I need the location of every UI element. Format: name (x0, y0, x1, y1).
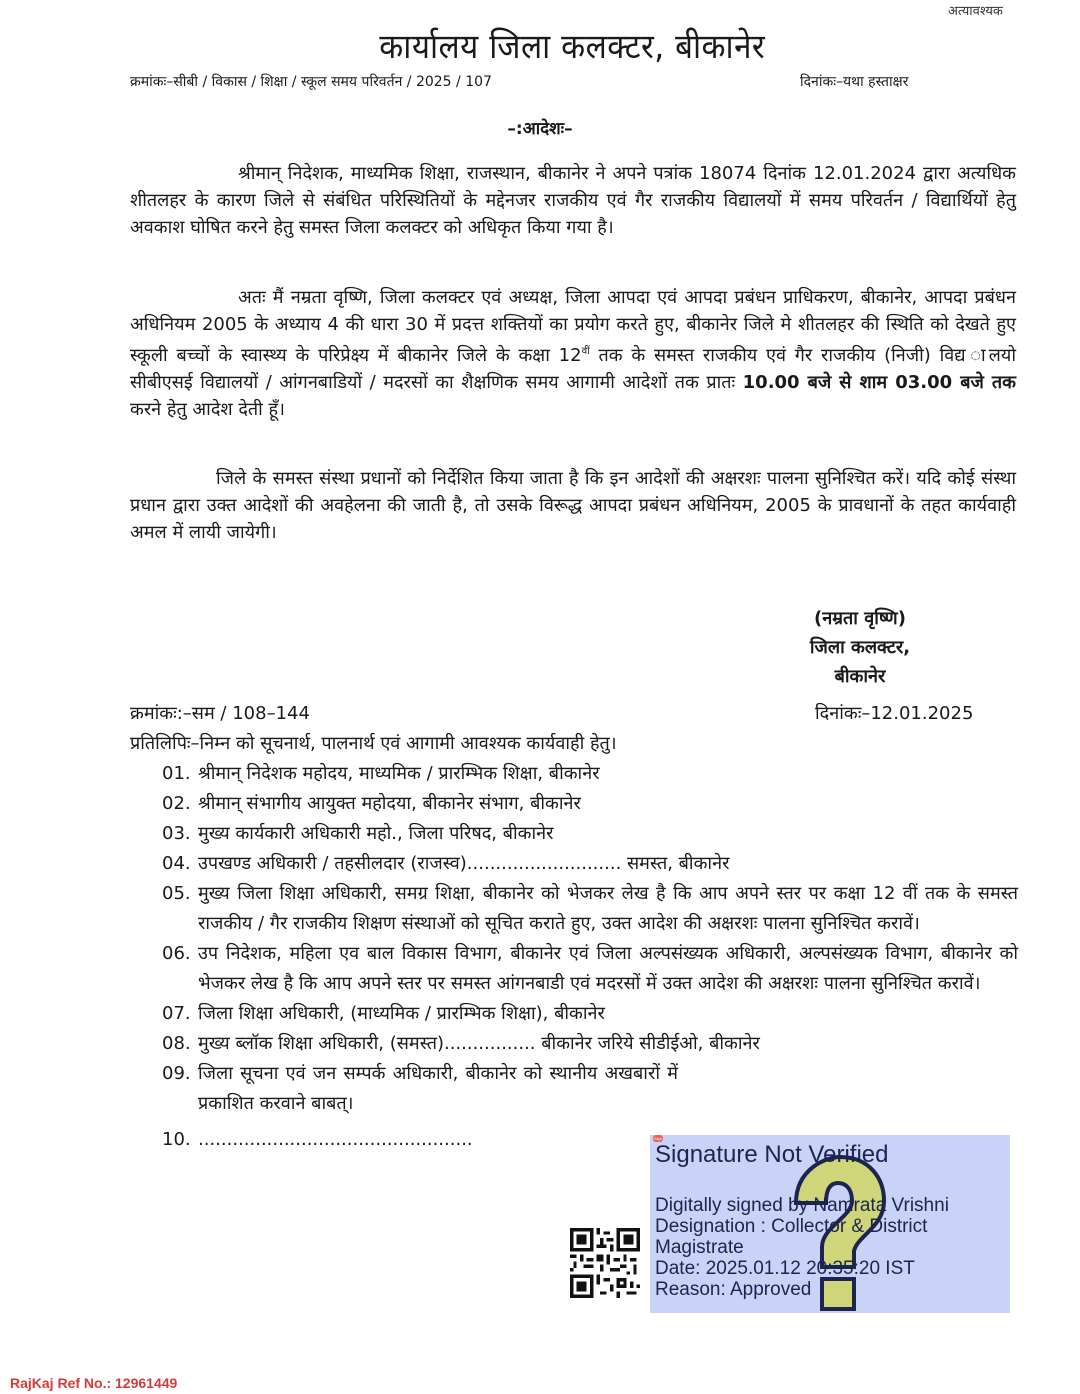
copy-list (162, 759, 1018, 1155)
copy-reference-number: क्रमांकः:–सम / 108–144 (130, 703, 310, 724)
item-number: 03. (162, 823, 191, 844)
reference-date: दिनांकः–यथा हस्ताक्षर (800, 74, 909, 90)
order-heading: –:आदेशः– (507, 119, 573, 139)
order-paragraph-3 (130, 465, 1016, 546)
reference-number: क्रमांकः–सीबी / विकास / शिक्षा / स्कूल समय परिवर्तन / 2025 / 107 (130, 74, 492, 90)
item-number: 04. (162, 853, 191, 874)
signer-designation-cont: Magistrate (655, 1237, 744, 1258)
item-text: श्रीमान् संभागीय आयुक्त महोदया, बीकानेर संभाग, बीकानेर (198, 793, 581, 814)
list-item (162, 789, 1018, 819)
item-number: 10. (162, 1129, 191, 1150)
qr-code-icon (570, 1228, 640, 1298)
order-paragraph-1 (130, 160, 1016, 241)
signatory-name: (नम्रता वृष्णि) (814, 608, 906, 629)
list-item (162, 999, 1018, 1029)
paragraph-2-text-b: तक के समस्त राजकीय एवं गैर राजकीय (निजी) विद्य ालयो सीबीएसई विद्यालयों / आंगनबाडियों / मदरसों का शैक्षणिक समय आगामी आदेशों तक प्रातः (130, 345, 1016, 393)
item-text: श्रीमान् निदेशक महोदय, माध्यमिक / प्रारम्भिक शिक्षा, बीकानेर (198, 763, 600, 784)
signatory-block (780, 604, 940, 691)
signer-designation: Designation : Collector & District (655, 1216, 928, 1237)
signature-reason: Reason: Approved (655, 1279, 812, 1300)
signatory-place: बीकानेर (834, 666, 886, 687)
signed-by: Digitally signed by Namrata Vrishni (655, 1195, 949, 1216)
list-item (162, 1029, 1018, 1059)
rajkaj-reference: RajKaj Ref No.: 12961449 (10, 1375, 178, 1391)
digital-signature-box[interactable] (650, 1135, 1010, 1313)
item-number: 02. (162, 793, 191, 814)
item-number: 07. (162, 1003, 191, 1024)
list-item (162, 819, 1018, 849)
copy-intro: प्रतिलिपिः–निम्न को सूचनार्थ, पालनार्थ एवं आगामी आवश्यक कार्यवाही हेतु। (130, 733, 617, 754)
item-number: 06. (162, 943, 191, 964)
paragraph-2-text-c: करने हेतु आदेश देती हूँ। (130, 399, 285, 420)
item-text: मुख्य कार्यकारी अधिकारी महो., जिला परिषद, बीकानेर (198, 823, 554, 844)
paragraph-3-text: जिले के समस्त संस्था प्रधानों को निर्देशित किया जाता है कि इन आदेशों की अक्षरशः पालना सुनिश्चित करें। यदि कोई संस्था प्रधान द्वारा उक्त आदेशों की अवहेलना की जाती है, तो उसके विरूद्ध आपदा प्रबंधन अधिनियम, 2005 के प्रावधानों के तहत कार्यवाही अमल में लायी जायेगी। (130, 468, 1016, 543)
superscript-th: वीं (581, 346, 590, 357)
list-item (162, 759, 1018, 789)
item-number: 09. (162, 1063, 191, 1084)
item-number: 01. (162, 763, 191, 784)
item-text: मुख्य ब्लॉक शिक्षा अधिकारी, (समस्त)................ बीकानेर जरिये सीडीईओ, बीकानेर (198, 1033, 760, 1054)
school-timing-bold: 10.00 बजे से शाम 03.00 बजे तक (742, 372, 1016, 393)
signature-date: Date: 2025.01.12 20:35:20 IST (655, 1258, 915, 1279)
item-number: 05. (162, 883, 191, 904)
paragraph-2-text-a: अतः मैं नम्रता वृष्णि, जिला कलक्टर एवं अध्यक्ष, जिला आपदा एवं आपदा प्रबंधन प्राधिकरण, बीकानेर, आपदा प्रबंधन अधिनियम 2005 के अध्याय 4 की धारा 30 में प्रदत्त शक्तियों का प्रयोग करते हुए, बीकानेर जिले मे शीतलहर की स्थिति को देखते हुए स्कूली बच्चों के स्वास्थ्य के परिप्रेक्ष्य में बीकानेर जिले के कक्षा 12 (130, 287, 1016, 366)
list-item (162, 1059, 1018, 1119)
item-text: ................................................ (198, 1129, 473, 1150)
item-text: उप निदेशक, महिला एव बाल विकास विभाग, बीकानेर एवं जिला अल्पसंख्यक अधिकारी, अल्पसंख्यक विभाग, बीकानेर को भेजकर लेख है कि आप अपने स्तर पर समस्त आंगनबाडी एवं मदरसों में उक्त आदेश की अक्षरशः पालना सुनिश्चित करावें। (198, 943, 1018, 994)
office-title: कार्यालय जिला कलक्टर, बीकानेर (379, 27, 766, 67)
list-item (162, 939, 1018, 999)
order-paragraph-2 (130, 284, 1016, 423)
item-number: 08. (162, 1033, 191, 1054)
paragraph-1-text: श्रीमान् निदेशक, माध्यमिक शिक्षा, राजस्थान, बीकानेर ने अपने पत्रांक 18074 दिनांक 12.01.2024 द्वारा अत्यधिक शीतलहर के कारण जिले से संबंधित परिस्थितियों के मद्देनजर राजकीय एवं गैर राजकीय विद्यालयों में समय परिवर्तन / विद्यार्थियों हेतु अवकाश घोषित करने हेतु समस्त जिला कलक्टर को अधिकृत किया गया है। (130, 163, 1016, 238)
copy-date: दिनांकः–12.01.2025 (815, 703, 974, 724)
urgent-label: अत्यावश्यक (948, 4, 1003, 19)
list-item (162, 849, 1018, 879)
signature-status: Signature Not Verified (655, 1141, 889, 1168)
signature-details (655, 1195, 949, 1300)
list-item (162, 879, 1018, 939)
item-text: मुख्य जिला शिक्षा अधिकारी, समग्र शिक्षा, बीकानेर को भेजकर लेख है कि आप अपने स्तर पर कक्षा 12 वीं तक के समस्त राजकीय / गैर राजकीय शिक्षण संस्थाओं को सूचित कराते हुए, उक्त आदेश की अक्षरशः पालना सुनिश्चित करावें। (198, 883, 1018, 934)
item-text: जिला शिक्षा अधिकारी, (माध्यमिक / प्रारम्भिक शिक्षा), बीकानेर (198, 1003, 605, 1024)
sign-badge: Sign (653, 1136, 662, 1141)
item-text: जिला सूचना एवं जन सम्पर्क अधिकारी, बीकानेर को स्थानीय अखबारों में प्रकाशित करवाने बाबत्। (198, 1063, 678, 1114)
item-text: उपखण्ड अधिकारी / तहसीलदार (राजस्व)........................... समस्त, बीकानेर (198, 853, 730, 874)
signatory-designation: जिला कलक्टर, (809, 637, 911, 658)
